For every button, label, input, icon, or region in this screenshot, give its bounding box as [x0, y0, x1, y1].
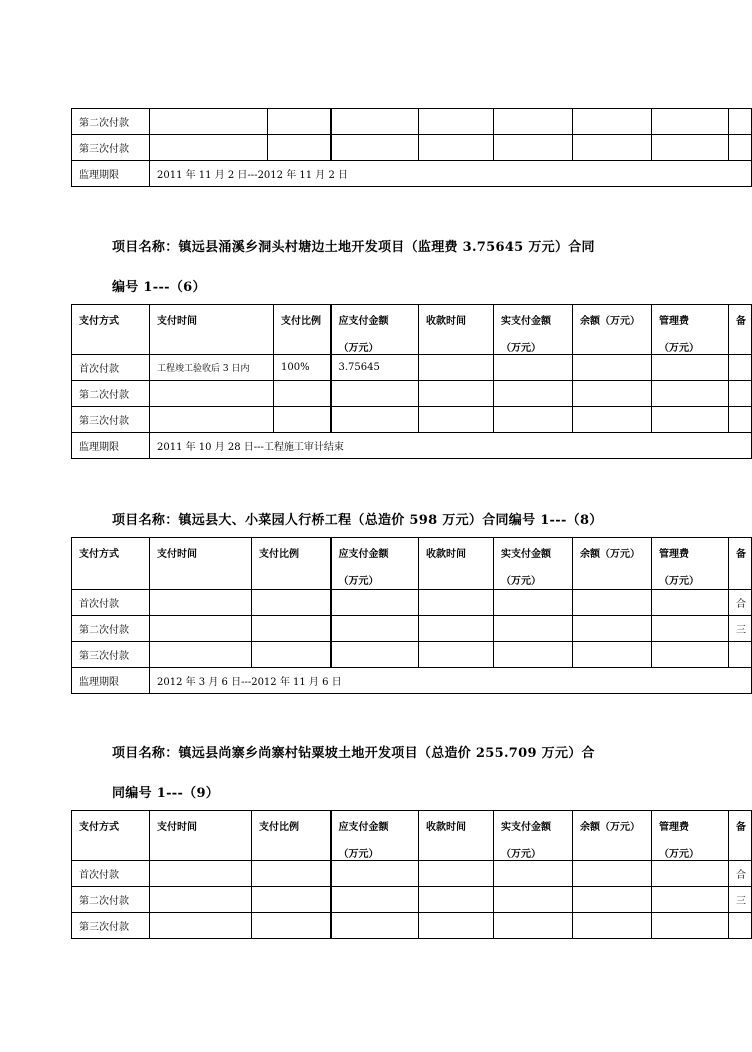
period-label: 监理期限 [72, 161, 150, 187]
row-label: 第三次付款 [72, 407, 150, 433]
col-header-receive-time: 收款时间 [419, 811, 494, 861]
col-header-time: 支付时间 [150, 305, 274, 355]
period-value: 2012 年 3 月 6 日---2012 年 11 月 6 日 [150, 668, 752, 694]
section-title: 项目名称：镇远县涌溪乡洞头村塘边土地开发项目（监理费 3.75645 万元）合同 [112, 240, 595, 255]
col-header-method: 支付方式 [72, 538, 150, 590]
row-label: 第二次付款 [72, 109, 150, 135]
row-label: 第二次付款 [72, 887, 150, 913]
table-header-row [72, 538, 752, 590]
table-previous-continuation [71, 108, 752, 187]
due-amount: 3.75645 [331, 355, 419, 381]
row-label: 首次付款 [72, 861, 150, 887]
col-header-mgmt-fee: 管理费 （万元） [652, 811, 729, 861]
col-header-ratio: 支付比例 [252, 811, 331, 861]
col-header-receive-time: 收款时间 [419, 538, 494, 590]
table-row [72, 642, 752, 668]
supervision-period-row [72, 161, 752, 187]
row-label: 第三次付款 [72, 642, 150, 668]
section-title: 项目名称：镇远县大、小菜园人行桥工程（总造价 598 万元）合同编号 1---（8） [112, 513, 603, 528]
row-label: 第三次付款 [72, 135, 150, 161]
col-header-time: 支付时间 [150, 538, 252, 590]
table-row [72, 887, 752, 913]
period-value: 2011 年 10 月 28 日---工程施工审计结束 [150, 433, 752, 459]
row-label: 第三次付款 [72, 913, 150, 939]
period-value: 2011 年 11 月 2 日---2012 年 11 月 2 日 [150, 161, 752, 187]
row-label: 首次付款 [72, 355, 150, 381]
col-header-mgmt-fee: 管理费 （万元） [652, 305, 729, 355]
table-row [72, 913, 752, 939]
row-note: 合 [729, 861, 752, 887]
row-note: 合 [729, 590, 752, 616]
row-note: 三 [729, 887, 752, 913]
col-header-balance: 余额（万元） [573, 811, 652, 861]
col-header-balance: 余额（万元） [573, 538, 652, 590]
period-label: 监理期限 [72, 433, 150, 459]
col-header-remark: 备 [729, 538, 752, 590]
col-header-paid-amount: 实支付金额 （万元） [494, 538, 573, 590]
col-header-paid-amount: 实支付金额 （万元） [494, 305, 573, 355]
payment-table-8 [71, 537, 752, 694]
table-header-row [72, 305, 752, 355]
col-header-mgmt-fee: 管理费 （万元） [652, 538, 729, 590]
col-header-remark: 备 [729, 305, 752, 355]
table-header-row [72, 811, 752, 861]
table-row [72, 355, 752, 381]
col-header-due-amount: 应支付金额 （万元） [331, 305, 419, 355]
table-row [72, 381, 752, 407]
col-header-ratio: 支付比例 [252, 538, 331, 590]
col-header-due-amount: 应支付金额 （万元） [331, 811, 419, 861]
col-header-time: 支付时间 [150, 811, 252, 861]
col-header-due-amount: 应支付金额 （万元） [331, 538, 419, 590]
supervision-period-row [72, 433, 752, 459]
table-row [72, 407, 752, 433]
row-label: 第二次付款 [72, 616, 150, 642]
col-header-method: 支付方式 [72, 811, 150, 861]
section-title-contd: 编号 1---（6） [112, 280, 206, 295]
section-title: 项目名称：镇远县尚寨乡尚寨村钻粟坡土地开发项目（总造价 255.709 万元）合 [112, 746, 595, 761]
payment-table-9 [71, 810, 752, 939]
table-row [72, 616, 752, 642]
pay-ratio: 100% [274, 355, 331, 381]
table-row [72, 590, 752, 616]
col-header-paid-amount: 实支付金额 （万元） [494, 811, 573, 861]
col-header-receive-time: 收款时间 [419, 305, 494, 355]
col-header-balance: 余额（万元） [573, 305, 652, 355]
payment-table-6 [71, 304, 752, 459]
section-title-contd: 同编号 1---（9） [112, 786, 220, 801]
col-header-ratio: 支付比例 [274, 305, 331, 355]
table-row [72, 861, 752, 887]
row-label: 首次付款 [72, 590, 150, 616]
supervision-period-row [72, 668, 752, 694]
table-row [72, 135, 752, 161]
row-label: 第二次付款 [72, 381, 150, 407]
pay-time: 工程竣工验收后 3 日内 [150, 355, 274, 381]
col-header-remark: 备 [729, 811, 752, 861]
row-note: 三 [729, 616, 752, 642]
col-header-method: 支付方式 [72, 305, 150, 355]
period-label: 监理期限 [72, 668, 150, 694]
table-row [72, 109, 752, 135]
